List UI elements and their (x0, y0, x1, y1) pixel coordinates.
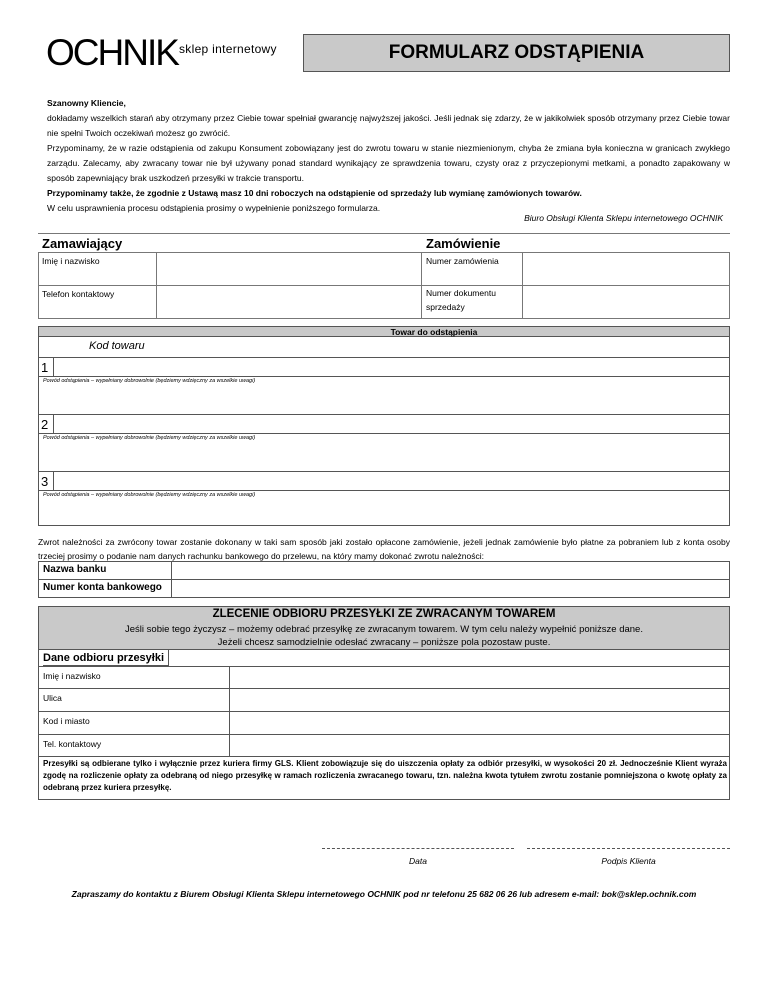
item-reason-label: Powód odstąpienia – wypełniany dobrowolnie (będziemy wdzięczny za wszelkie uwagi) (43, 435, 256, 441)
greeting: Szanowny Kliencie, (47, 98, 126, 108)
order-number-field[interactable] (523, 253, 729, 285)
pickup-city-field[interactable] (229, 712, 729, 734)
pickup-city-label: Kod i miasto (43, 716, 90, 726)
date-label: Data (409, 856, 427, 866)
intro-paragraph-4: W celu usprawnienia procesu odstąpienia prosimy o wypełnienie poniższego formularza. (47, 203, 381, 213)
item-reason-field[interactable] (39, 442, 729, 471)
orderer-phone-label: Telefon kontaktowy (42, 289, 115, 299)
item-row-1 (39, 358, 729, 414)
logo-subtitle: sklep internetowy (179, 42, 277, 56)
pickup-phone-field[interactable] (229, 735, 729, 756)
pickup-street-field[interactable] (229, 689, 729, 711)
item-number: 1 (41, 360, 49, 375)
orderer-title: Zamawiający (42, 236, 123, 251)
intro-text (47, 96, 730, 216)
refund-text: Zwrot należności za zwrócony towar zostanie dokonany w taki sam sposób jaki zostało opłacone zamówienie, jeżeli jednak zamówienie było płatne za pobraniem lub z konta osoby trzeciej prosimy o podanie nam danych rachunku bankowego do przelewu, na który mamy dokonać zwrotu należności: (38, 537, 730, 561)
orderer-name-field[interactable] (157, 253, 421, 285)
form-title: FORMULARZ ODSTĄPIENIA (303, 34, 730, 72)
pickup-section-title: Dane odbioru przesyłki (43, 650, 169, 666)
order-doc-label: Numer dokumentu sprzedaży (426, 288, 496, 312)
pickup-phone-label: Tel. kontaktowy (43, 739, 102, 749)
item-reason-field[interactable] (39, 385, 729, 414)
date-signature-line[interactable] (322, 848, 514, 849)
item-reason-label: Powód odstąpienia – wypełniany dobrowolnie (będziemy wdzięczny za wszelkie uwagi) (43, 378, 256, 384)
item-code-field[interactable] (53, 472, 729, 490)
client-signature-label: Podpis Klienta (601, 856, 656, 866)
pickup-title: ZLECENIE ODBIORU PRZESYŁKI ZE ZWRACANYM TOWAREM (212, 608, 556, 620)
items-title: Towar do odstąpienia (39, 327, 729, 337)
bank-name-field[interactable] (171, 562, 729, 579)
pickup-line-1: Jeśli sobie tego życzysz – możemy odebrać przesyłkę ze zwracanym towarem. W tym celu należy wypełnić poniższe dane. (125, 624, 643, 635)
client-signature-line[interactable] (527, 848, 730, 849)
item-code-field[interactable] (53, 415, 729, 433)
pickup-street-label: Ulica (43, 693, 62, 703)
pickup-section (38, 606, 730, 800)
orderer-order-table (38, 233, 730, 319)
item-code-field[interactable] (53, 358, 729, 376)
item-row-2 (39, 415, 729, 471)
item-number: 3 (41, 474, 49, 489)
bank-table (38, 561, 730, 598)
pickup-line-2: Jeżeli chcesz samodzielnie odesłać zwracany – poniższe pola pozostaw puste. (217, 637, 551, 648)
office-signature: Biuro Obsługi Klienta Sklepu internetowego OCHNIK (524, 213, 723, 223)
footer-contact: Zapraszamy do kontaktu z Biurem Obsługi Klienta Sklepu internetowego OCHNIK pod nr telefonu 25 682 06 26 lub adresem e-mail: bok@sklep.ochnik.com (71, 889, 697, 899)
order-title: Zamówienie (426, 236, 501, 251)
item-row-3 (39, 472, 729, 525)
item-reason-label: Powód odstąpienia – wypełniany dobrowolnie (będziemy wdzięczny za wszelkie uwagi) (43, 492, 256, 498)
intro-paragraph-1: dokładamy wszelkich starań aby otrzymany przez Ciebie towar spełniał gwarancję najwyższej jakości. Jeśli jednak się zdarzy, że w jakikolwiek sposób otrzymany przez Ciebie towar nie spełni Twoich oczekiwań możesz go zwrócić. (47, 113, 730, 138)
intro-paragraph-2: Przypominamy, że w razie odstąpienia od zakupu Konsument zobowiązany jest do zwrotu towaru w stanie niezmienionym, chyba że zmiana była konieczna w granicach zwykłego zarządu. Zalecamy, aby zwracany towar nie był używany ponad standard wynikający ze sprawdzenia towaru, czysty oraz z przyczepionymi metkami, a ponadto zapakowany w sposób zapewniający brak uszkodzeń przesyłki w trakcie transportu. (47, 143, 730, 183)
orderer-phone-field[interactable] (157, 286, 421, 318)
orderer-name-label: Imię i nazwisko (42, 256, 100, 266)
bank-name-label: Nazwa banku (43, 564, 107, 575)
item-number: 2 (41, 417, 49, 432)
order-doc-field[interactable] (523, 286, 729, 318)
item-reason-field[interactable] (39, 499, 729, 525)
order-number-label: Numer zamówienia (426, 256, 499, 266)
item-code-label: Kod towaru (89, 340, 145, 352)
pickup-note: Przesyłki są odbierane tylko i wyłącznie przez kuriera firmy GLS. Klient zobowiązuje się do uiszczenia opłaty za odbiór przesyłki, w wysokości 20 zł. Jednocześnie Klient wyraża zgodę na rozliczenie opłaty za odebraną od niego przesyłkę w ramach rozliczenia zwracanego towaru, tzn. należna kwota tytułem zwrotu zostanie pomniejszona o kwotę opłaty za odebraną przez kuriera przesyłkę. (43, 759, 727, 792)
logo: OCHNIK (46, 32, 178, 73)
items-table (38, 326, 730, 526)
intro-paragraph-3: Przypominamy także, że zgodnie z Ustawą masz 10 dni roboczych na odstąpienie od sprzedaży lub wymianę zamówionych towarów. (47, 188, 582, 198)
pickup-name-field[interactable] (229, 666, 729, 688)
account-number-field[interactable] (171, 580, 729, 597)
account-number-label: Numer konta bankowego (43, 582, 162, 593)
pickup-name-label: Imię i nazwisko (43, 671, 101, 681)
